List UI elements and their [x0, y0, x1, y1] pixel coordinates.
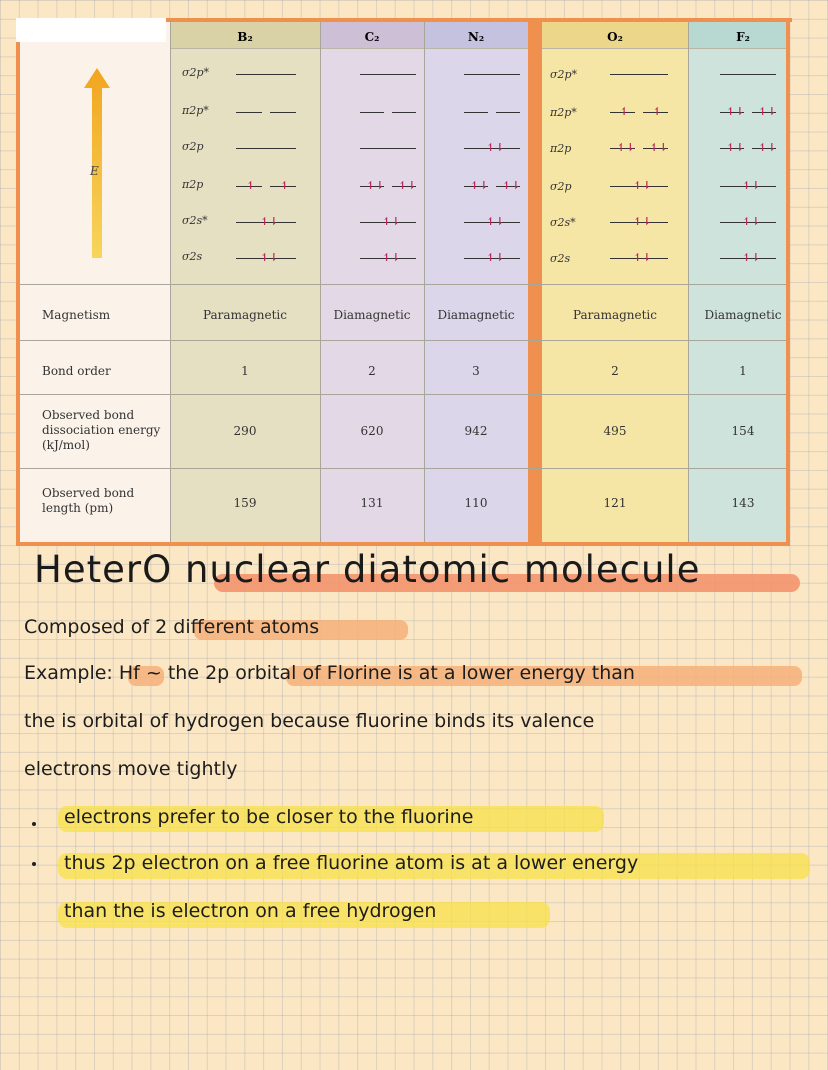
- frame-notch: [16, 18, 166, 42]
- c2-column: [320, 22, 424, 542]
- electron-arrow-icon: ↿⇂: [382, 251, 401, 264]
- orbital-label: σ2p: [550, 180, 572, 193]
- header-o2: O₂: [542, 22, 688, 49]
- electron-arrow-icon: ↿⇂: [486, 251, 505, 264]
- cell: 110: [464, 496, 488, 510]
- orbital-level-line: [360, 74, 416, 75]
- electron-arrow-icon: ↿: [652, 105, 662, 118]
- orbital-label: σ2s: [182, 250, 203, 263]
- orbital-level-line: [360, 148, 416, 149]
- cell: Diamagnetic: [437, 308, 515, 322]
- orbital-label: σ2p: [182, 140, 204, 153]
- cell: 495: [603, 424, 627, 438]
- mo-table: [16, 18, 790, 546]
- row-divider: [20, 340, 786, 341]
- divider: [424, 22, 425, 542]
- row-divider: [20, 394, 786, 395]
- electron-arrow-icon: ↿⇂: [742, 215, 761, 228]
- orbital-label: σ2s: [550, 252, 571, 265]
- header-b2: B₂: [170, 22, 320, 49]
- bullet: [32, 822, 36, 826]
- orbital-level-line: [464, 74, 520, 75]
- n2-column: [424, 22, 528, 542]
- dissociation-label: Observed bond dissociation energy (kJ/mol): [42, 408, 161, 452]
- electron-arrow-icon: ↿⇂: [502, 179, 521, 192]
- orbital-level-line: [610, 74, 668, 75]
- note-line: electrons move tightly: [24, 758, 238, 780]
- electron-arrow-icon: ↿⇂: [398, 179, 417, 192]
- orbital-label: σ2p*: [182, 66, 210, 79]
- note-line: the is orbital of hydrogen because fluorine binds its valence: [24, 710, 595, 732]
- electron-arrow-icon: ↿⇂: [726, 105, 745, 118]
- cell: Paramagnetic: [202, 308, 287, 322]
- orbital-level-line: [270, 112, 296, 113]
- cell: 290: [233, 424, 257, 438]
- electron-arrow-icon: ↿⇂: [260, 215, 279, 228]
- bullet-text: thus 2p electron on a free fluorine atom is at a lower energy: [64, 852, 639, 874]
- cell: 3: [472, 364, 480, 378]
- electron-arrow-icon: ↿⇂: [260, 251, 279, 264]
- cell: 1: [739, 364, 747, 378]
- bond-order-label: Bond order: [42, 364, 111, 378]
- magnetism-label: Magnetism: [42, 308, 111, 322]
- f2-column: [688, 22, 790, 542]
- page-title: HeterO nuclear diatomic molecule: [34, 548, 701, 591]
- electron-arrow-icon: ↿⇂: [633, 215, 652, 228]
- electron-arrow-icon: ↿: [246, 179, 256, 192]
- bullet-text: electrons prefer to be closer to the fluorine: [64, 806, 474, 828]
- orbital-level-line: [392, 112, 416, 113]
- divider: [170, 22, 171, 542]
- orbital-level-line: [236, 74, 296, 75]
- cell: Diamagnetic: [704, 308, 782, 322]
- orbital-label: σ2p*: [550, 68, 578, 81]
- orbital-label: π2p: [182, 178, 204, 191]
- cell: 2: [368, 364, 376, 378]
- frame-top-line: [162, 18, 792, 22]
- orbital-level-line: [360, 112, 384, 113]
- electron-arrow-icon: ↿⇂: [486, 141, 505, 154]
- energy-label: E: [90, 164, 99, 178]
- cell: Paramagnetic: [572, 308, 657, 322]
- bullet: [32, 862, 36, 866]
- electron-arrow-icon: ↿⇂: [758, 141, 777, 154]
- electron-arrow-icon: ↿⇂: [633, 251, 652, 264]
- row-divider: [20, 468, 786, 469]
- electron-arrow-icon: ↿⇂: [649, 141, 668, 154]
- header-c2: C₂: [320, 22, 424, 49]
- electron-arrow-icon: ↿⇂: [758, 105, 777, 118]
- orbital-level-line: [464, 112, 488, 113]
- bullet-text: than the is electron on a free hydrogen: [64, 900, 437, 922]
- electron-arrow-icon: ↿⇂: [366, 179, 385, 192]
- divider: [320, 22, 321, 542]
- electron-arrow-icon: ↿⇂: [726, 141, 745, 154]
- cell: 159: [233, 496, 257, 510]
- electron-arrow-icon: ↿⇂: [633, 179, 652, 192]
- electron-arrow-icon: ↿⇂: [470, 179, 489, 192]
- o2-column: [542, 22, 688, 542]
- electron-arrow-icon: ↿: [619, 105, 629, 118]
- electron-arrow-icon: ↿: [280, 179, 290, 192]
- electron-arrow-icon: ↿⇂: [382, 215, 401, 228]
- orbital-label: σ2s*: [550, 216, 576, 229]
- energy-arrow-icon: [84, 68, 110, 258]
- note-line: Example: Hf ~ the 2p orbital of Florine is at a lower energy than: [24, 662, 635, 684]
- cell: 131: [360, 496, 384, 510]
- orbital-level-line: [720, 74, 776, 75]
- b2-column: [170, 22, 320, 542]
- cell: Diamagnetic: [333, 308, 411, 322]
- electron-arrow-icon: ↿⇂: [742, 251, 761, 264]
- cell: 154: [731, 424, 755, 438]
- cell: 121: [603, 496, 627, 510]
- note-line: Composed of 2 different atoms: [24, 616, 320, 638]
- orbital-label: σ2s*: [182, 214, 208, 227]
- electron-arrow-icon: ↿⇂: [486, 215, 505, 228]
- orbital-level-line: [236, 148, 296, 149]
- electron-arrow-icon: ↿⇂: [616, 141, 635, 154]
- electron-arrow-icon: ↿⇂: [742, 179, 761, 192]
- orbital-label: π2p*: [550, 106, 577, 119]
- cell: 620: [360, 424, 384, 438]
- orbital-level-line: [496, 112, 520, 113]
- header-f2: F₂: [688, 22, 790, 49]
- cell: 2: [611, 364, 619, 378]
- cell: 143: [731, 496, 755, 510]
- divider: [688, 22, 689, 542]
- orbital-label: π2p*: [182, 104, 209, 117]
- length-label: Observed bond length (pm): [42, 486, 135, 515]
- header-n2: N₂: [424, 22, 528, 49]
- column-separator: [528, 22, 542, 542]
- orbital-label: π2p: [550, 142, 572, 155]
- cell: 942: [464, 424, 488, 438]
- orbital-level-line: [236, 112, 262, 113]
- cell: 1: [241, 364, 249, 378]
- row-divider: [20, 284, 786, 285]
